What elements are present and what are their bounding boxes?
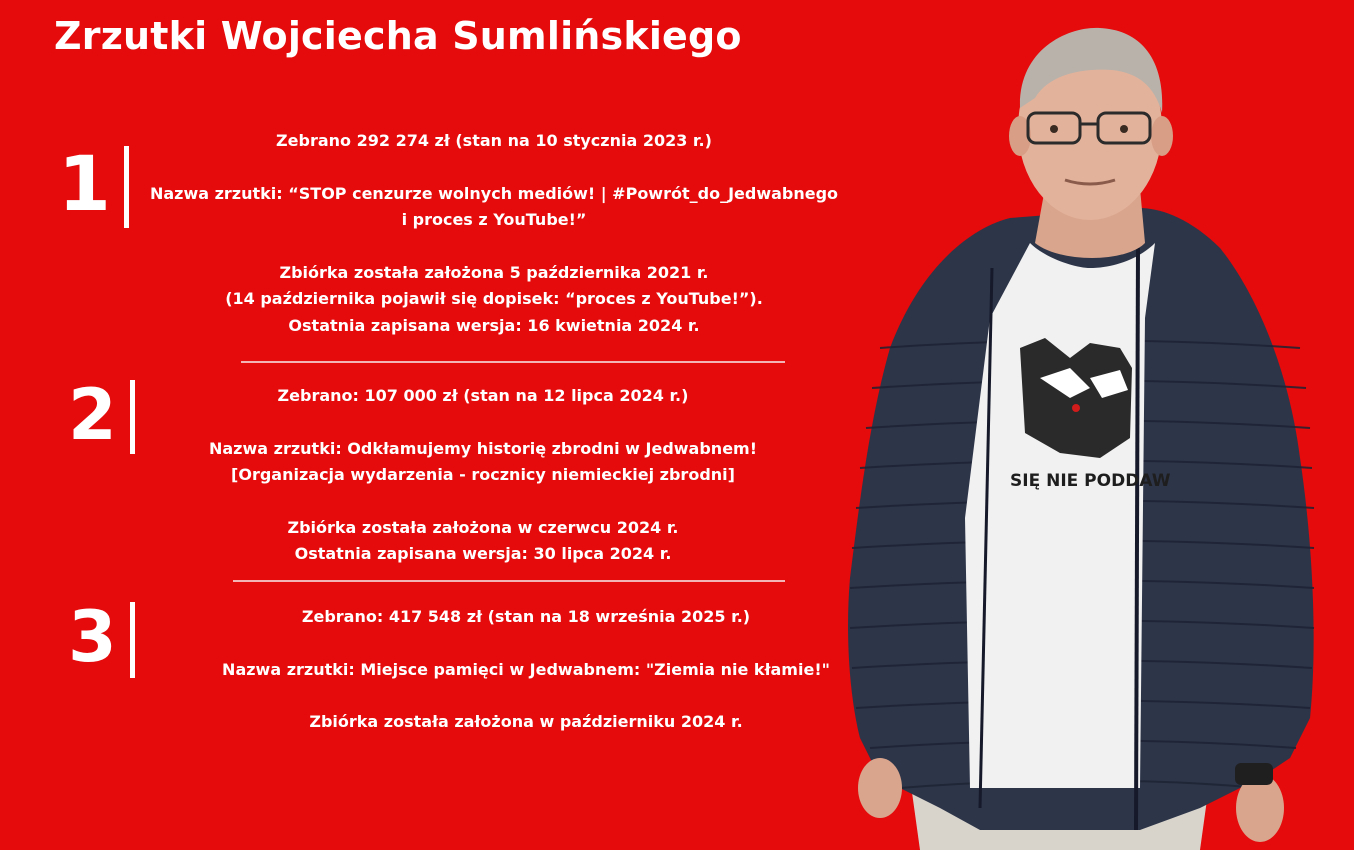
horizontal-divider-2 <box>233 580 785 582</box>
section-1-line: i proces z YouTube!” <box>401 210 587 229</box>
section-divider-bar-1 <box>124 146 129 228</box>
section-2-line: Ostatnia zapisana wersja: 30 lipca 2024 r. <box>294 544 672 563</box>
shirt-slogan: SIĘ NIE PODDAW <box>1010 471 1171 491</box>
section-2-line: Zebrano: 107 000 zł (stan na 12 lipca 2024 r.) <box>277 386 689 405</box>
section-text-2 <box>140 383 826 568</box>
section-3-line: Zbiórka została założona w październiku 2024 r. <box>309 712 743 731</box>
section-1-line: Zbiórka została założona 5 października 2021 r. <box>279 262 709 282</box>
section-2-line: Zbiórka została założona w czerwcu 2024 r. <box>287 517 679 537</box>
section-divider-bar-2 <box>130 380 135 454</box>
section-3-line: Nazwa zrzutki: Miejsce pamięci w Jedwabnem: "Ziemia nie kłamie!" <box>222 659 830 679</box>
horizontal-divider-1 <box>241 361 785 363</box>
section-text-1 <box>140 128 848 339</box>
section-3-line: Zebrano: 417 548 zł (stan na 18 września 2025 r.) <box>301 607 751 626</box>
section-1-line: Nazwa zrzutki: “STOP cenzurze wolnych mediów! | #Powrót_do_Jedwabnego <box>149 183 839 203</box>
section-text-3 <box>206 604 846 736</box>
section-2-line: [Organizacja wydarzenia - rocznicy niemieckiej zbrodni] <box>231 465 735 484</box>
section-number-2: 2 <box>68 374 117 456</box>
section-2-line: Nazwa zrzutki: Odkłamujemy historię zbrodni w Jedwabnem! <box>208 438 758 458</box>
section-number-3: 3 <box>68 596 117 678</box>
page-title: Zrzutki Wojciecha Sumlińskiego <box>54 14 742 58</box>
section-1-line: Ostatnia zapisana wersja: 16 kwietnia 2024 r. <box>288 315 700 335</box>
section-1-line: Zebrano 292 274 zł (stan na 10 stycznia 2023 r.) <box>276 131 712 150</box>
t-shirt <box>965 243 1155 788</box>
section-1-line: (14 października pojawił się dopisek: “proces z YouTube!”). <box>225 289 763 308</box>
section-number-1: 1 <box>58 139 111 228</box>
portrait-photo <box>840 18 1354 850</box>
section-divider-bar-3 <box>130 602 135 678</box>
